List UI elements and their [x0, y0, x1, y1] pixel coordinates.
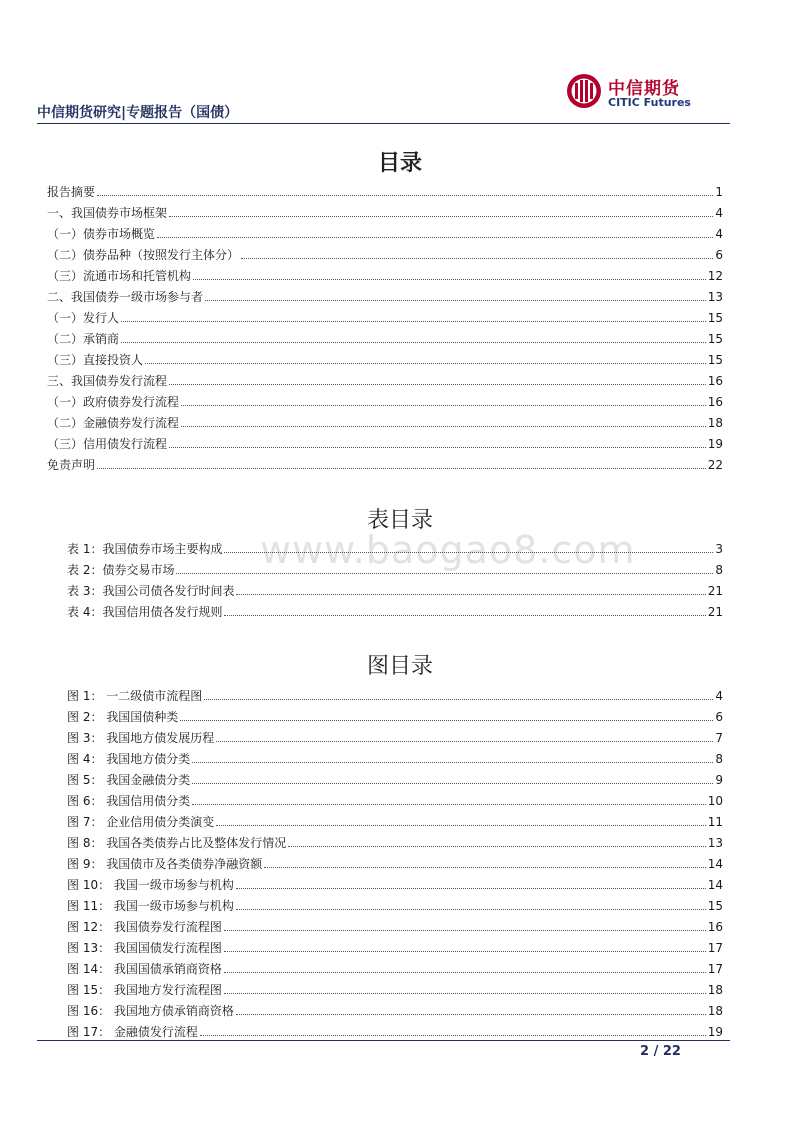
contents-entry-page: 12: [707, 269, 723, 283]
dot-leader: [97, 468, 706, 469]
figure-entry-page: 18: [707, 983, 723, 997]
table-entry[interactable]: [67, 535, 723, 556]
figure-entry-page: 11: [707, 815, 723, 829]
contents-entry-page: 18: [707, 416, 723, 430]
figure-entry-page: 13: [707, 836, 723, 850]
tables-title: 表目录: [366, 508, 433, 533]
figure-entry-label: 图 2： 我国国债种类: [67, 710, 179, 724]
figure-entry[interactable]: [67, 808, 723, 829]
contents-entry[interactable]: [47, 241, 723, 262]
logo-english-name: CITIC Futures: [608, 96, 691, 109]
contents-entry-label: （一）政府债券发行流程: [47, 395, 180, 409]
figure-entry-label: 图 13： 我国国债发行流程图: [67, 941, 222, 955]
dot-leader: [216, 741, 713, 742]
contents-entry-label: （一）债券市场概览: [47, 227, 156, 241]
figure-entry[interactable]: [67, 829, 723, 850]
contents-entry[interactable]: [47, 367, 723, 388]
table-entry-label: 表 3：我国公司债各发行时间表: [67, 584, 235, 598]
dot-leader: [241, 258, 713, 259]
figure-entry-label: 图 7： 企业信用债分类演变: [67, 815, 215, 829]
figure-entry-label: 图 6： 我国信用债分类: [67, 794, 191, 808]
figure-entry[interactable]: [67, 1018, 723, 1039]
table-entry[interactable]: [67, 598, 723, 619]
dot-leader: [216, 825, 705, 826]
citic-logo-icon: [565, 72, 603, 110]
footer-divider: [37, 1040, 730, 1041]
dot-leader: [180, 720, 713, 721]
dot-leader: [181, 405, 706, 406]
contents-entry[interactable]: [47, 178, 723, 199]
figure-entry-label: 图 5： 我国金融债分类: [67, 773, 191, 787]
contents-entry-label: 报告摘要: [47, 185, 96, 199]
contents-list: [47, 178, 723, 472]
figure-entry[interactable]: [67, 745, 723, 766]
figure-entry[interactable]: [67, 766, 723, 787]
contents-entry[interactable]: [47, 409, 723, 430]
figure-entry-label: 图 11： 我国一级市场参与机构: [67, 899, 234, 913]
report-header-title: 中信期货研究|专题报告（国债）: [37, 105, 239, 121]
figure-entry-page: 10: [707, 794, 723, 808]
figure-entry[interactable]: [67, 724, 723, 745]
figure-entry-label: 图 3： 我国地方债发展历程: [67, 731, 215, 745]
dot-leader: [224, 615, 705, 616]
contents-entry-label: （二）债券品种（按照发行主体分）: [47, 248, 240, 262]
figures-list: [67, 682, 723, 1039]
figure-entry-page: 9: [715, 773, 723, 787]
dot-leader: [169, 216, 713, 217]
dot-leader: [200, 1035, 706, 1036]
dot-leader: [236, 594, 705, 595]
contents-entry[interactable]: [47, 451, 723, 472]
contents-entry-label: （三）直接投资人: [47, 353, 144, 367]
contents-entry-label: （一）发行人: [47, 311, 120, 325]
logo-chinese-name: 中信期货: [608, 79, 680, 99]
contents-entry-page: 22: [707, 458, 723, 472]
contents-entry-page: 16: [707, 395, 723, 409]
figure-entry-label: 图 16： 我国地方债承销商资格: [67, 1004, 234, 1018]
dot-leader: [193, 279, 706, 280]
figure-entry[interactable]: [67, 787, 723, 808]
contents-entry-page: 4: [715, 227, 723, 241]
figure-entry[interactable]: [67, 871, 723, 892]
dot-leader: [121, 342, 706, 343]
figure-entry-page: 7: [715, 731, 723, 745]
dot-leader: [169, 447, 706, 448]
dot-leader: [224, 930, 706, 931]
dot-leader: [97, 195, 713, 196]
contents-entry-page: 15: [707, 311, 723, 325]
contents-entry[interactable]: [47, 220, 723, 241]
figure-entry-label: 图 14： 我国国债承销商资格: [67, 962, 222, 976]
contents-entry-label: （二）金融债券发行流程: [47, 416, 180, 430]
figures-title: 图目录: [366, 654, 433, 679]
table-entry-label: 表 2：债券交易市场: [67, 563, 175, 577]
dot-leader: [181, 426, 706, 427]
contents-entry-page: 13: [707, 290, 723, 304]
contents-entry[interactable]: [47, 304, 723, 325]
dot-leader: [264, 867, 705, 868]
figure-entry-page: 14: [707, 878, 723, 892]
figure-entry[interactable]: [67, 934, 723, 955]
figure-entry-label: 图 9： 我国债市及各类债券净融资额: [67, 857, 263, 871]
contents-entry-page: 6: [715, 248, 723, 262]
tables-list: [67, 535, 723, 619]
figure-entry-page: 6: [715, 710, 723, 724]
header-divider: [37, 123, 730, 124]
contents-entry[interactable]: [47, 283, 723, 304]
table-entry-page: 21: [707, 605, 723, 619]
figure-entry-page: 16: [707, 920, 723, 934]
figure-entry-page: 18: [707, 1004, 723, 1018]
dot-leader: [192, 783, 713, 784]
figure-entry-label: 图 1： 一二级债市流程图: [67, 689, 203, 703]
contents-entry-page: 1: [715, 185, 723, 199]
contents-entry[interactable]: [47, 199, 723, 220]
contents-entry-label: （二）承销商: [47, 332, 120, 346]
figure-entry-page: 8: [715, 752, 723, 766]
contents-entry-label: 免责声明: [47, 458, 96, 472]
figure-entry-label: 图 4： 我国地方债分类: [67, 752, 191, 766]
table-entry[interactable]: [67, 577, 723, 598]
table-entry-page: 8: [715, 563, 723, 577]
contents-entry-label: （三）信用债发行流程: [47, 437, 168, 451]
dot-leader: [224, 951, 706, 952]
dot-leader: [224, 552, 713, 553]
figure-entry-page: 15: [707, 899, 723, 913]
figure-entry[interactable]: [67, 976, 723, 997]
table-entry[interactable]: [67, 556, 723, 577]
dot-leader: [121, 321, 706, 322]
contents-entry[interactable]: [47, 388, 723, 409]
figure-entry-page: 17: [707, 962, 723, 976]
contents-entry-page: 15: [707, 332, 723, 346]
dot-leader: [204, 699, 713, 700]
figure-entry[interactable]: [67, 955, 723, 976]
dot-leader: [176, 573, 713, 574]
figure-entry-label: 图 10： 我国一级市场参与机构: [67, 878, 234, 892]
contents-entry-label: 二、我国债券一级市场参与者: [47, 290, 204, 304]
figure-entry-label: 图 17： 金融债发行流程: [67, 1025, 198, 1039]
contents-entry-page: 16: [707, 374, 723, 388]
citic-futures-logo: [565, 72, 705, 112]
dot-leader: [205, 300, 706, 301]
figure-entry-page: 4: [715, 689, 723, 703]
contents-entry[interactable]: [47, 262, 723, 283]
figure-entry-page: 19: [707, 1025, 723, 1039]
figure-entry[interactable]: [67, 682, 723, 703]
table-entry-page: 3: [715, 542, 723, 556]
dot-leader: [224, 993, 706, 994]
page-number: 2 / 22: [640, 1044, 681, 1059]
watermark: www.baogao8.com: [260, 528, 636, 572]
dot-leader: [236, 1014, 706, 1015]
contents-entry-label: （三）流通市场和托管机构: [47, 269, 192, 283]
contents-entry-label: 一、我国债券市场框架: [47, 206, 168, 220]
contents-entry[interactable]: [47, 346, 723, 367]
dot-leader: [192, 762, 713, 763]
table-entry-label: 表 4：我国信用债各发行规则: [67, 605, 223, 619]
table-entry-label: 表 1：我国债券市场主要构成: [67, 542, 223, 556]
figure-entry-label: 图 8： 我国各类债券占比及整体发行情况: [67, 836, 287, 850]
dot-leader: [288, 846, 705, 847]
dot-leader: [192, 804, 705, 805]
dot-leader: [236, 909, 706, 910]
contents-entry-label: 三、我国债券发行流程: [47, 374, 168, 388]
contents-entry[interactable]: [47, 325, 723, 346]
figure-entry-page: 14: [707, 857, 723, 871]
figure-entry-label: 图 15： 我国地方发行流程图: [67, 983, 222, 997]
table-entry-page: 21: [707, 584, 723, 598]
dot-leader: [157, 237, 713, 238]
contents-entry[interactable]: [47, 430, 723, 451]
figure-entry[interactable]: [67, 892, 723, 913]
dot-leader: [224, 972, 706, 973]
contents-entry-page: 19: [707, 437, 723, 451]
contents-entry-page: 4: [715, 206, 723, 220]
dot-leader: [169, 384, 706, 385]
contents-entry-page: 15: [707, 353, 723, 367]
figure-entry[interactable]: [67, 913, 723, 934]
dot-leader: [236, 888, 706, 889]
figure-entry[interactable]: [67, 703, 723, 724]
dot-leader: [145, 363, 706, 364]
figure-entry[interactable]: [67, 997, 723, 1018]
figure-entry[interactable]: [67, 850, 723, 871]
figure-entry-label: 图 12： 我国债券发行流程图: [67, 920, 222, 934]
contents-title: 目录: [377, 151, 422, 176]
figure-entry-page: 17: [707, 941, 723, 955]
